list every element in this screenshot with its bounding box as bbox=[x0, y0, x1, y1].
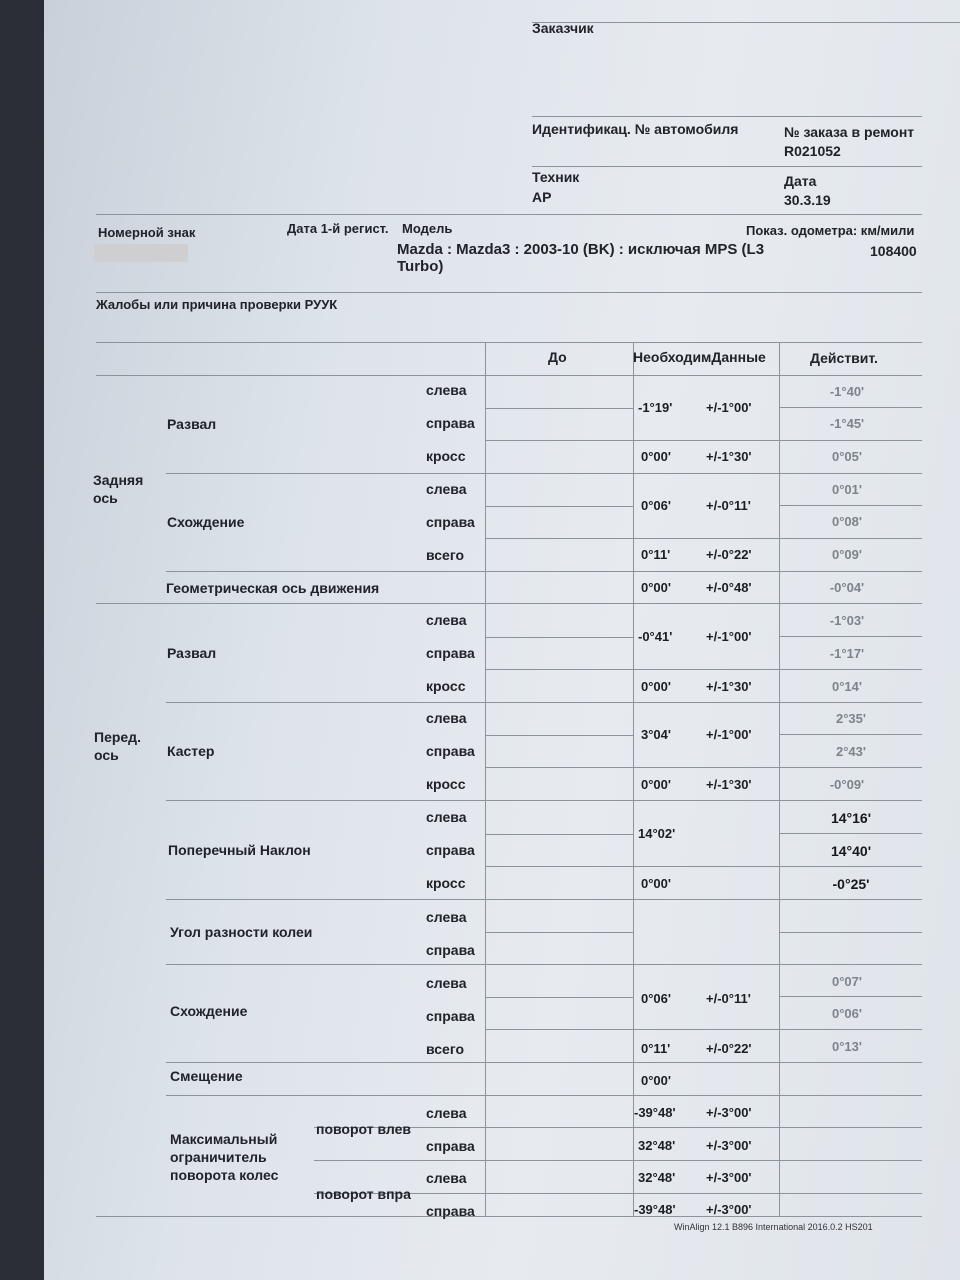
row-line bbox=[314, 1160, 922, 1161]
header-rule bbox=[532, 22, 960, 23]
header-rule bbox=[532, 166, 922, 167]
rear-toe-right: справа bbox=[426, 514, 475, 530]
row-line bbox=[485, 932, 633, 933]
max-turn-r2-tol: +/-3°00' bbox=[706, 1138, 752, 1153]
order-label: № заказа в ремонт bbox=[784, 124, 915, 140]
caster-label: Кастер bbox=[167, 743, 215, 759]
rear-camber-left: слева bbox=[426, 382, 467, 398]
sai-cross: кросс bbox=[426, 875, 466, 891]
row-line bbox=[166, 1095, 922, 1096]
row-line bbox=[779, 932, 922, 933]
thrust-angle-tol: +/-0°48' bbox=[706, 580, 752, 595]
max-turn-r3-req: 32°48' bbox=[638, 1170, 676, 1185]
front-toe-label: Схождение bbox=[170, 1003, 248, 1019]
caster-req: 3°04' bbox=[641, 727, 671, 742]
sai-left: слева bbox=[426, 809, 467, 825]
rear-toe-total-req: 0°11' bbox=[641, 547, 671, 562]
date-label: Дата bbox=[784, 173, 817, 189]
front-axle-label-1: Перед. bbox=[94, 729, 141, 745]
front-camber-act-left: -1°03' bbox=[829, 613, 865, 628]
row-line bbox=[485, 669, 922, 670]
row-line bbox=[779, 996, 922, 997]
rear-axle-label-1: Задняя bbox=[93, 472, 144, 488]
caster-cross-req: 0°00' bbox=[641, 777, 671, 792]
rear-camber-label: Развал bbox=[167, 416, 217, 432]
row-line bbox=[779, 505, 922, 506]
caster-tol: +/-1°00' bbox=[706, 727, 752, 742]
alignment-report-sheet bbox=[44, 0, 960, 1280]
front-axle-label-2: ось bbox=[94, 747, 119, 763]
rear-camber-act-left: -1°40' bbox=[829, 384, 865, 399]
row-line bbox=[96, 1216, 922, 1217]
front-toe-act-right: 0°06' bbox=[832, 1006, 862, 1021]
front-camber-cross-req: 0°00' bbox=[641, 679, 671, 694]
front-toe-act-total: 0°13' bbox=[832, 1039, 862, 1054]
front-camber-left: слева bbox=[426, 612, 467, 628]
col-data: Данные bbox=[711, 349, 766, 365]
front-toe-act-left: 0°07' bbox=[832, 974, 862, 989]
max-turn-label-3: поворота колес bbox=[170, 1167, 279, 1183]
turn-left-label: поворот влев bbox=[316, 1121, 412, 1137]
caster-cross: кросс bbox=[426, 776, 466, 792]
turn-right-label: поворот впра bbox=[316, 1186, 411, 1202]
toe-out-right: справа bbox=[426, 942, 475, 958]
software-footer: WinAlign 12.1 B896 International 2016.0.2 HS201 bbox=[674, 1222, 873, 1232]
front-toe-total: всего bbox=[426, 1041, 465, 1057]
front-camber-cross: кросс bbox=[426, 678, 466, 694]
max-turn-r3-tol: +/-3°00' bbox=[706, 1170, 752, 1185]
row-line bbox=[166, 473, 922, 474]
front-toe-right: справа bbox=[426, 1008, 475, 1024]
rear-camber-act-right: -1°45' bbox=[829, 416, 865, 431]
rear-toe-req: 0°06' bbox=[641, 498, 671, 513]
setback-label: Смещение bbox=[170, 1068, 243, 1084]
regdate-label: Дата 1-й регист. bbox=[287, 221, 389, 236]
row-line bbox=[485, 506, 633, 507]
col-before: До bbox=[548, 349, 567, 365]
rear-toe-act-left: 0°01' bbox=[832, 482, 862, 497]
model-line-2: Turbo) bbox=[397, 258, 444, 275]
row-line bbox=[485, 866, 922, 867]
front-camber-label: Развал bbox=[167, 645, 217, 661]
odometer-value: 108400 bbox=[870, 243, 917, 259]
thrust-angle-label: Геометрическая ось движения bbox=[166, 580, 380, 596]
row-line bbox=[96, 603, 922, 604]
order-value: R021052 bbox=[784, 143, 841, 159]
tech-label: Техник bbox=[532, 169, 580, 185]
row-line bbox=[166, 899, 922, 900]
row-line bbox=[485, 408, 633, 409]
sai-act-left: 14°16' bbox=[830, 810, 872, 826]
max-turn-r4-tol: +/-3°00' bbox=[706, 1202, 752, 1217]
front-toe-req: 0°06' bbox=[641, 991, 671, 1006]
caster-right: справа bbox=[426, 743, 475, 759]
toe-out-label: Угол разности колеи bbox=[170, 924, 313, 940]
max-turn-r1-tol: +/-3°00' bbox=[706, 1105, 752, 1120]
complaints-label: Жалобы или причина проверки РУУК bbox=[96, 297, 338, 312]
sai-label: Поперечный Наклон bbox=[168, 842, 311, 858]
sai-cross-req: 0°00' bbox=[641, 876, 671, 891]
caster-act-right: 2°43' bbox=[836, 744, 866, 759]
toe-out-left: слева bbox=[426, 909, 467, 925]
rear-camber-req: -1°19' bbox=[638, 400, 673, 415]
caster-act-left: 2°35' bbox=[836, 711, 866, 726]
max-turn-label-1: Максимальный bbox=[170, 1131, 278, 1147]
rear-toe-act-total: 0°09' bbox=[832, 547, 862, 562]
rear-toe-left: слева bbox=[426, 481, 467, 497]
row-line bbox=[779, 407, 922, 408]
row-line bbox=[779, 833, 922, 834]
col-actual: Действит. bbox=[810, 350, 878, 366]
front-camber-req: -0°41' bbox=[638, 629, 673, 644]
row-line bbox=[166, 964, 922, 965]
date-value: 30.3.19 bbox=[784, 192, 831, 208]
caster-left: слева bbox=[426, 710, 467, 726]
col-required-data bbox=[633, 349, 779, 367]
plate-label: Номерной знак bbox=[98, 225, 196, 240]
rear-camber-right: справа bbox=[426, 415, 475, 431]
front-toe-total-req: 0°11' bbox=[641, 1041, 671, 1056]
max-turn-r4-req: -39°48' bbox=[634, 1202, 676, 1217]
row-line bbox=[485, 834, 633, 835]
sai-act-right: 14°40' bbox=[830, 843, 872, 859]
front-camber-act-cross: 0°14' bbox=[832, 679, 862, 694]
row-line bbox=[166, 571, 922, 572]
rear-camber-cross-tol: +/-1°30' bbox=[706, 449, 752, 464]
rear-camber-act-cross: 0°05' bbox=[832, 449, 862, 464]
row-line bbox=[485, 997, 633, 998]
row-line bbox=[779, 636, 922, 637]
sai-right: справа bbox=[426, 842, 475, 858]
rear-toe-total-tol: +/-0°22' bbox=[706, 547, 752, 562]
max-turn-r2-side: справа bbox=[426, 1138, 475, 1154]
header-rule bbox=[532, 116, 922, 117]
header-rule bbox=[96, 214, 922, 215]
sai-act-cross: -0°25' bbox=[832, 876, 870, 892]
row-line bbox=[485, 538, 922, 539]
rear-camber-cross: кросс bbox=[426, 448, 466, 464]
front-camber-right: справа bbox=[426, 645, 475, 661]
rear-camber-cross-req: 0°00' bbox=[641, 449, 671, 464]
rear-toe-tol: +/-0°11' bbox=[706, 498, 751, 513]
max-turn-r1-req: -39°48' bbox=[634, 1105, 676, 1120]
tech-value: АР bbox=[532, 189, 552, 205]
max-turn-label-2: ограничитель bbox=[170, 1149, 267, 1165]
row-line bbox=[166, 702, 922, 703]
odometer-label: Показ. одометра: км/мили bbox=[746, 223, 915, 238]
rear-toe-act-right: 0°08' bbox=[832, 514, 862, 529]
rear-axle-label-2: ось bbox=[93, 490, 118, 506]
front-toe-left: слева bbox=[426, 975, 467, 991]
rear-toe-total: всего bbox=[426, 547, 465, 563]
row-line bbox=[779, 734, 922, 735]
col-required: Необходим bbox=[633, 349, 712, 365]
vin-label: Идентификац. № автомобиля bbox=[532, 121, 739, 137]
thrust-angle-act: -0°04' bbox=[829, 580, 865, 595]
row-line bbox=[96, 375, 922, 376]
row-line bbox=[485, 440, 922, 441]
row-line bbox=[166, 800, 922, 801]
model-label: Модель bbox=[402, 221, 453, 236]
front-camber-cross-tol: +/-1°30' bbox=[706, 679, 752, 694]
front-toe-tol: +/-0°11' bbox=[706, 991, 751, 1006]
front-toe-total-tol: +/-0°22' bbox=[706, 1041, 752, 1056]
front-camber-act-right: -1°17' bbox=[829, 646, 865, 661]
rear-toe-label: Схождение bbox=[167, 514, 245, 530]
customer-label: Заказчик bbox=[532, 20, 594, 36]
max-turn-r2-req: 32°48' bbox=[638, 1138, 676, 1153]
front-camber-tol: +/-1°00' bbox=[706, 629, 752, 644]
thrust-angle-req: 0°00' bbox=[641, 580, 671, 595]
max-turn-r1-side: слева bbox=[426, 1105, 467, 1121]
caster-cross-tol: +/-1°30' bbox=[706, 777, 752, 792]
row-line bbox=[485, 735, 633, 736]
model-line-1: Mazda : Mazda3 : 2003-10 (BK) : исключая MPS (L3 bbox=[397, 241, 765, 258]
row-line bbox=[485, 767, 922, 768]
sai-req: 14°02' bbox=[638, 826, 676, 841]
plate-redacted bbox=[94, 244, 188, 262]
table-rule bbox=[96, 342, 922, 343]
row-line bbox=[485, 1029, 922, 1030]
caster-act-cross: -0°09' bbox=[829, 777, 865, 792]
row-line bbox=[166, 1062, 922, 1063]
header-rule bbox=[96, 292, 922, 293]
row-line bbox=[485, 637, 633, 638]
rear-camber-tol: +/-1°00' bbox=[706, 400, 752, 415]
setback-req: 0°00' bbox=[641, 1073, 671, 1088]
max-turn-r3-side: слева bbox=[426, 1170, 467, 1186]
max-turn-r4-side: справа bbox=[426, 1203, 475, 1219]
